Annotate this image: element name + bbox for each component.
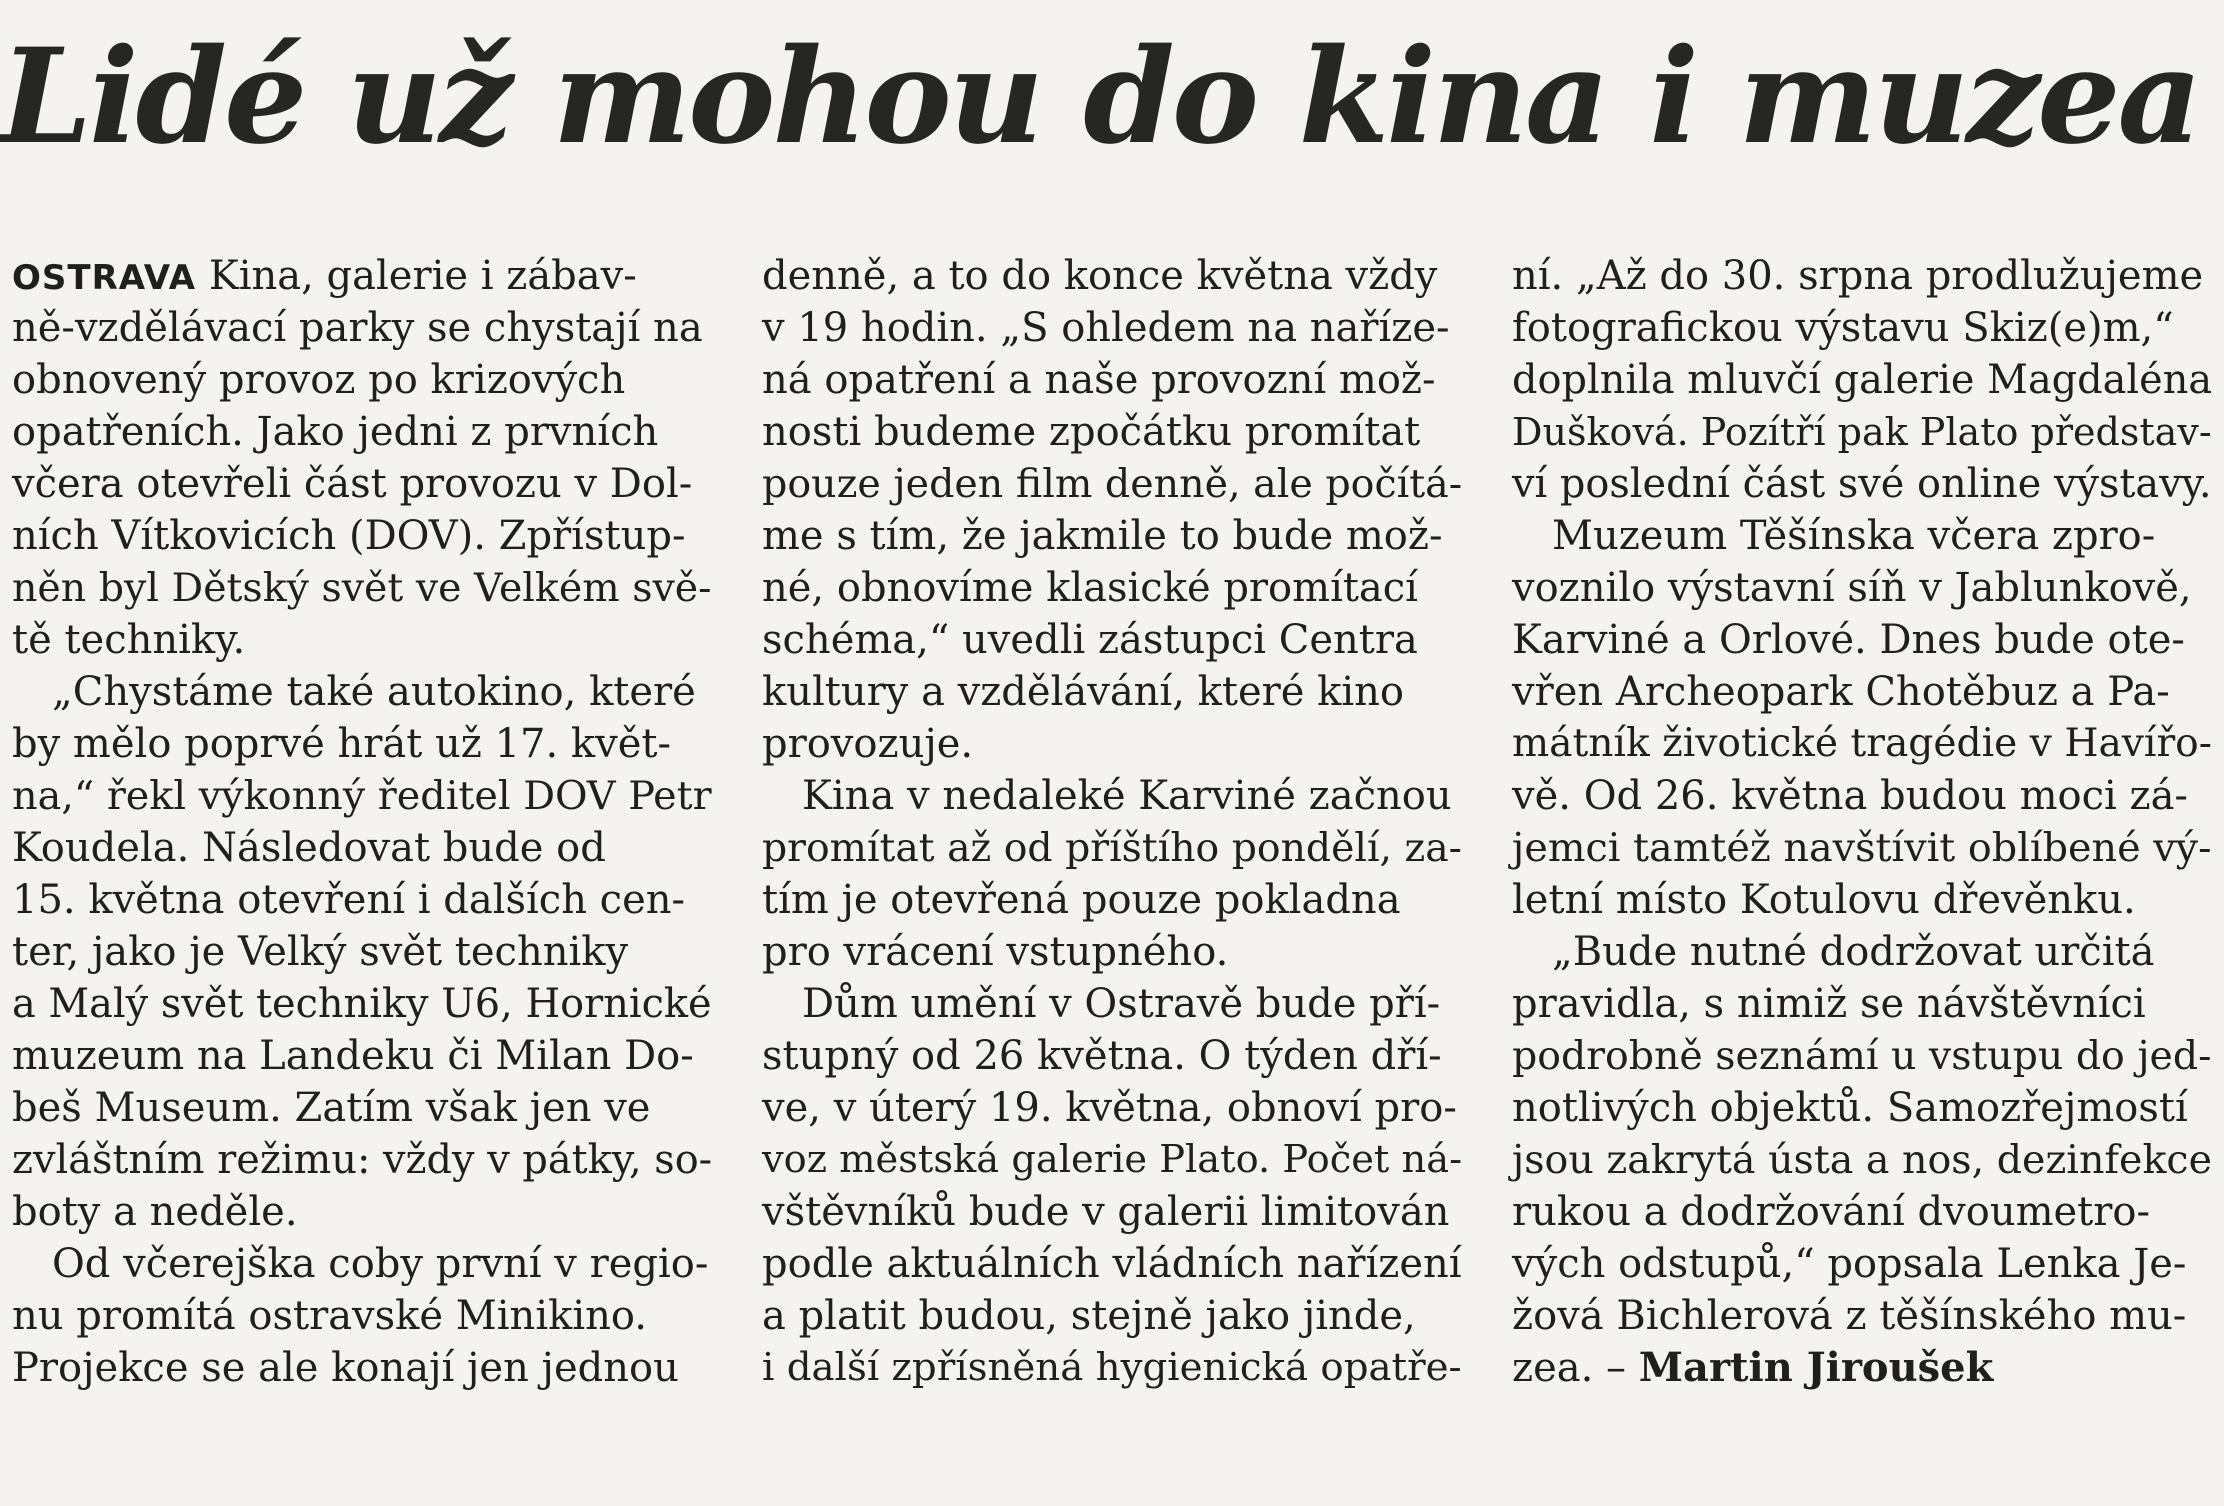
text-line: a platit budou, stejně jako jinde, xyxy=(762,1293,1416,1339)
text-line: i další zpřísněná hygienická opatře- xyxy=(762,1345,1462,1390)
article-column-2 xyxy=(762,250,1462,1394)
text-line: na,“ řekl výkonný ředitel DOV Petr xyxy=(12,773,712,819)
text-line: letní místo Kotulovu dřevěnku. xyxy=(1512,877,2136,923)
text-line: fotografickou výstavu Skiz(e)m,“ xyxy=(1512,305,2174,351)
text-line: Od včerejška coby první v regio- xyxy=(52,1241,709,1287)
text-line: beš Museum. Zatím však jen ve xyxy=(12,1085,651,1131)
text-line: podle aktuálních vládních nařízení xyxy=(762,1241,1462,1287)
text-line: ně-vzdělávací parky se chystají na xyxy=(12,305,703,351)
text-line: ní. „Až do 30. srpna prodlužujeme xyxy=(1512,253,2204,299)
text-line: tě techniky. xyxy=(12,617,246,663)
text-line: vřen Archeopark Chotěbuz a Pa- xyxy=(1512,669,2170,715)
text-line: me s tím, že jakmile to bude mož- xyxy=(762,513,1443,559)
text-line: Projekce se ale konají jen jednou xyxy=(12,1345,679,1391)
text-line: OSTRAVA Kina, galerie i zábav- xyxy=(12,253,637,299)
text-line: pro vrácení vstupného. xyxy=(762,929,1229,975)
text-line: 15. května otevření i dalších cen- xyxy=(12,877,686,923)
text-line: pravidla, s nimiž se návštěvníci xyxy=(1512,981,2146,1027)
text-line: schéma,“ uvedli zástupci Centra xyxy=(762,617,1418,663)
text-line: zvláštním režimu: vždy v pátky, so- xyxy=(12,1137,713,1183)
dateline: OSTRAVA xyxy=(12,258,197,298)
text-line: promítat až od příštího pondělí, za- xyxy=(762,825,1462,871)
text-line: by mělo poprvé hrát už 17. květ- xyxy=(12,721,672,767)
text-line: tím je otevřená pouze pokladna xyxy=(762,877,1401,923)
text-line: obnovený provoz po krizových xyxy=(12,357,626,403)
text-line: jsou zakrytá ústa a nos, dezinfekce xyxy=(1512,1137,2212,1183)
text-line: ví poslední část své online výstavy. xyxy=(1512,461,2212,507)
text-line: mátník životické tragédie v Havířo- xyxy=(1512,721,2212,766)
text-line: něn byl Dětský svět ve Velkém svě- xyxy=(12,565,712,611)
text-line: „Bude nutné dodržovat určitá xyxy=(1552,929,2155,975)
text-line: Kina v nedaleké Karviné začnou xyxy=(802,773,1452,819)
text-line: Muzeum Těšínska včera zpro- xyxy=(1552,513,2156,559)
text-line: podrobně seznámí u vstupu do jed- xyxy=(1512,1033,2212,1079)
text-line: vě. Od 26. května budou moci zá- xyxy=(1512,773,2188,819)
article-column-3 xyxy=(1512,250,2212,1394)
text-line: Karviné a Orlové. Dnes bude ote- xyxy=(1512,617,2185,663)
author-byline: Martin Jiroušek xyxy=(1638,1344,1994,1391)
text-line: stupný od 26 května. O týden dří- xyxy=(762,1033,1442,1079)
text-line: denně, a to do konce května vždy xyxy=(762,253,1438,299)
text-line: né, obnovíme klasické promítací xyxy=(762,565,1418,611)
article-headline: Lidé už mohou do kina i muzea xyxy=(0,19,2200,173)
text-line: opatřeních. Jako jedni z prvních xyxy=(12,409,659,455)
text-line: ná opatření a naše provozní mož- xyxy=(762,357,1436,403)
text-line: vých odstupů,“ popsala Lenka Je- xyxy=(1512,1241,2187,1287)
text-line: boty a neděle. xyxy=(12,1189,298,1235)
text-line: zea. – Martin Jiroušek xyxy=(1512,1344,1994,1391)
text-line: voznilo výstavní síň v Jablunkově, xyxy=(1512,565,2192,611)
text-line: muzeum na Landeku či Milan Do- xyxy=(12,1033,694,1079)
text-line: notlivých objektů. Samozřejmostí xyxy=(1512,1085,2188,1131)
text-line: Dům umění v Ostravě bude pří- xyxy=(802,981,1441,1027)
text-line: Koudela. Následovat bude od xyxy=(12,825,606,871)
text-line: rukou a dodržování dvoumetro- xyxy=(1512,1189,2150,1235)
text-line: a Malý svět techniky U6, Hornické xyxy=(12,981,712,1027)
text-line: včera otevřeli část provozu v Dol- xyxy=(12,461,693,507)
text-line: provozuje. xyxy=(762,721,974,767)
text-line: nu promítá ostravské Minikino. xyxy=(12,1293,647,1339)
text-line: ter, jako je Velký svět techniky xyxy=(12,929,629,975)
text-line: voz městská galerie Plato. Počet ná- xyxy=(762,1137,1463,1182)
text-line: jemci tamtéž navštívit oblíbené vý- xyxy=(1512,825,2212,871)
text-line: vštěvníků bude v galerii limitován xyxy=(762,1189,1450,1235)
text-line: v 19 hodin. „S ohledem na naříze- xyxy=(762,305,1450,351)
text-line: žová Bichlerová z těšínského mu- xyxy=(1512,1293,2187,1339)
text-line: ve, v úterý 19. května, obnoví pro- xyxy=(762,1085,1457,1131)
article-column-1 xyxy=(12,250,712,1394)
text-line: nosti budeme zpočátku promítat xyxy=(762,409,1421,455)
text-line: ních Vítkovicích (DOV). Zpřístup- xyxy=(12,513,686,559)
text-line: doplnila mluvčí galerie Magdaléna xyxy=(1512,357,2213,403)
text-line: kultury a vzdělávání, které kino xyxy=(762,669,1405,715)
text-line: Dušková. Pozítří pak Plato představ- xyxy=(1512,410,2212,454)
text-line: „Chystáme také autokino, které xyxy=(52,669,696,715)
text-line: pouze jeden film denně, ale počítá- xyxy=(762,461,1463,507)
